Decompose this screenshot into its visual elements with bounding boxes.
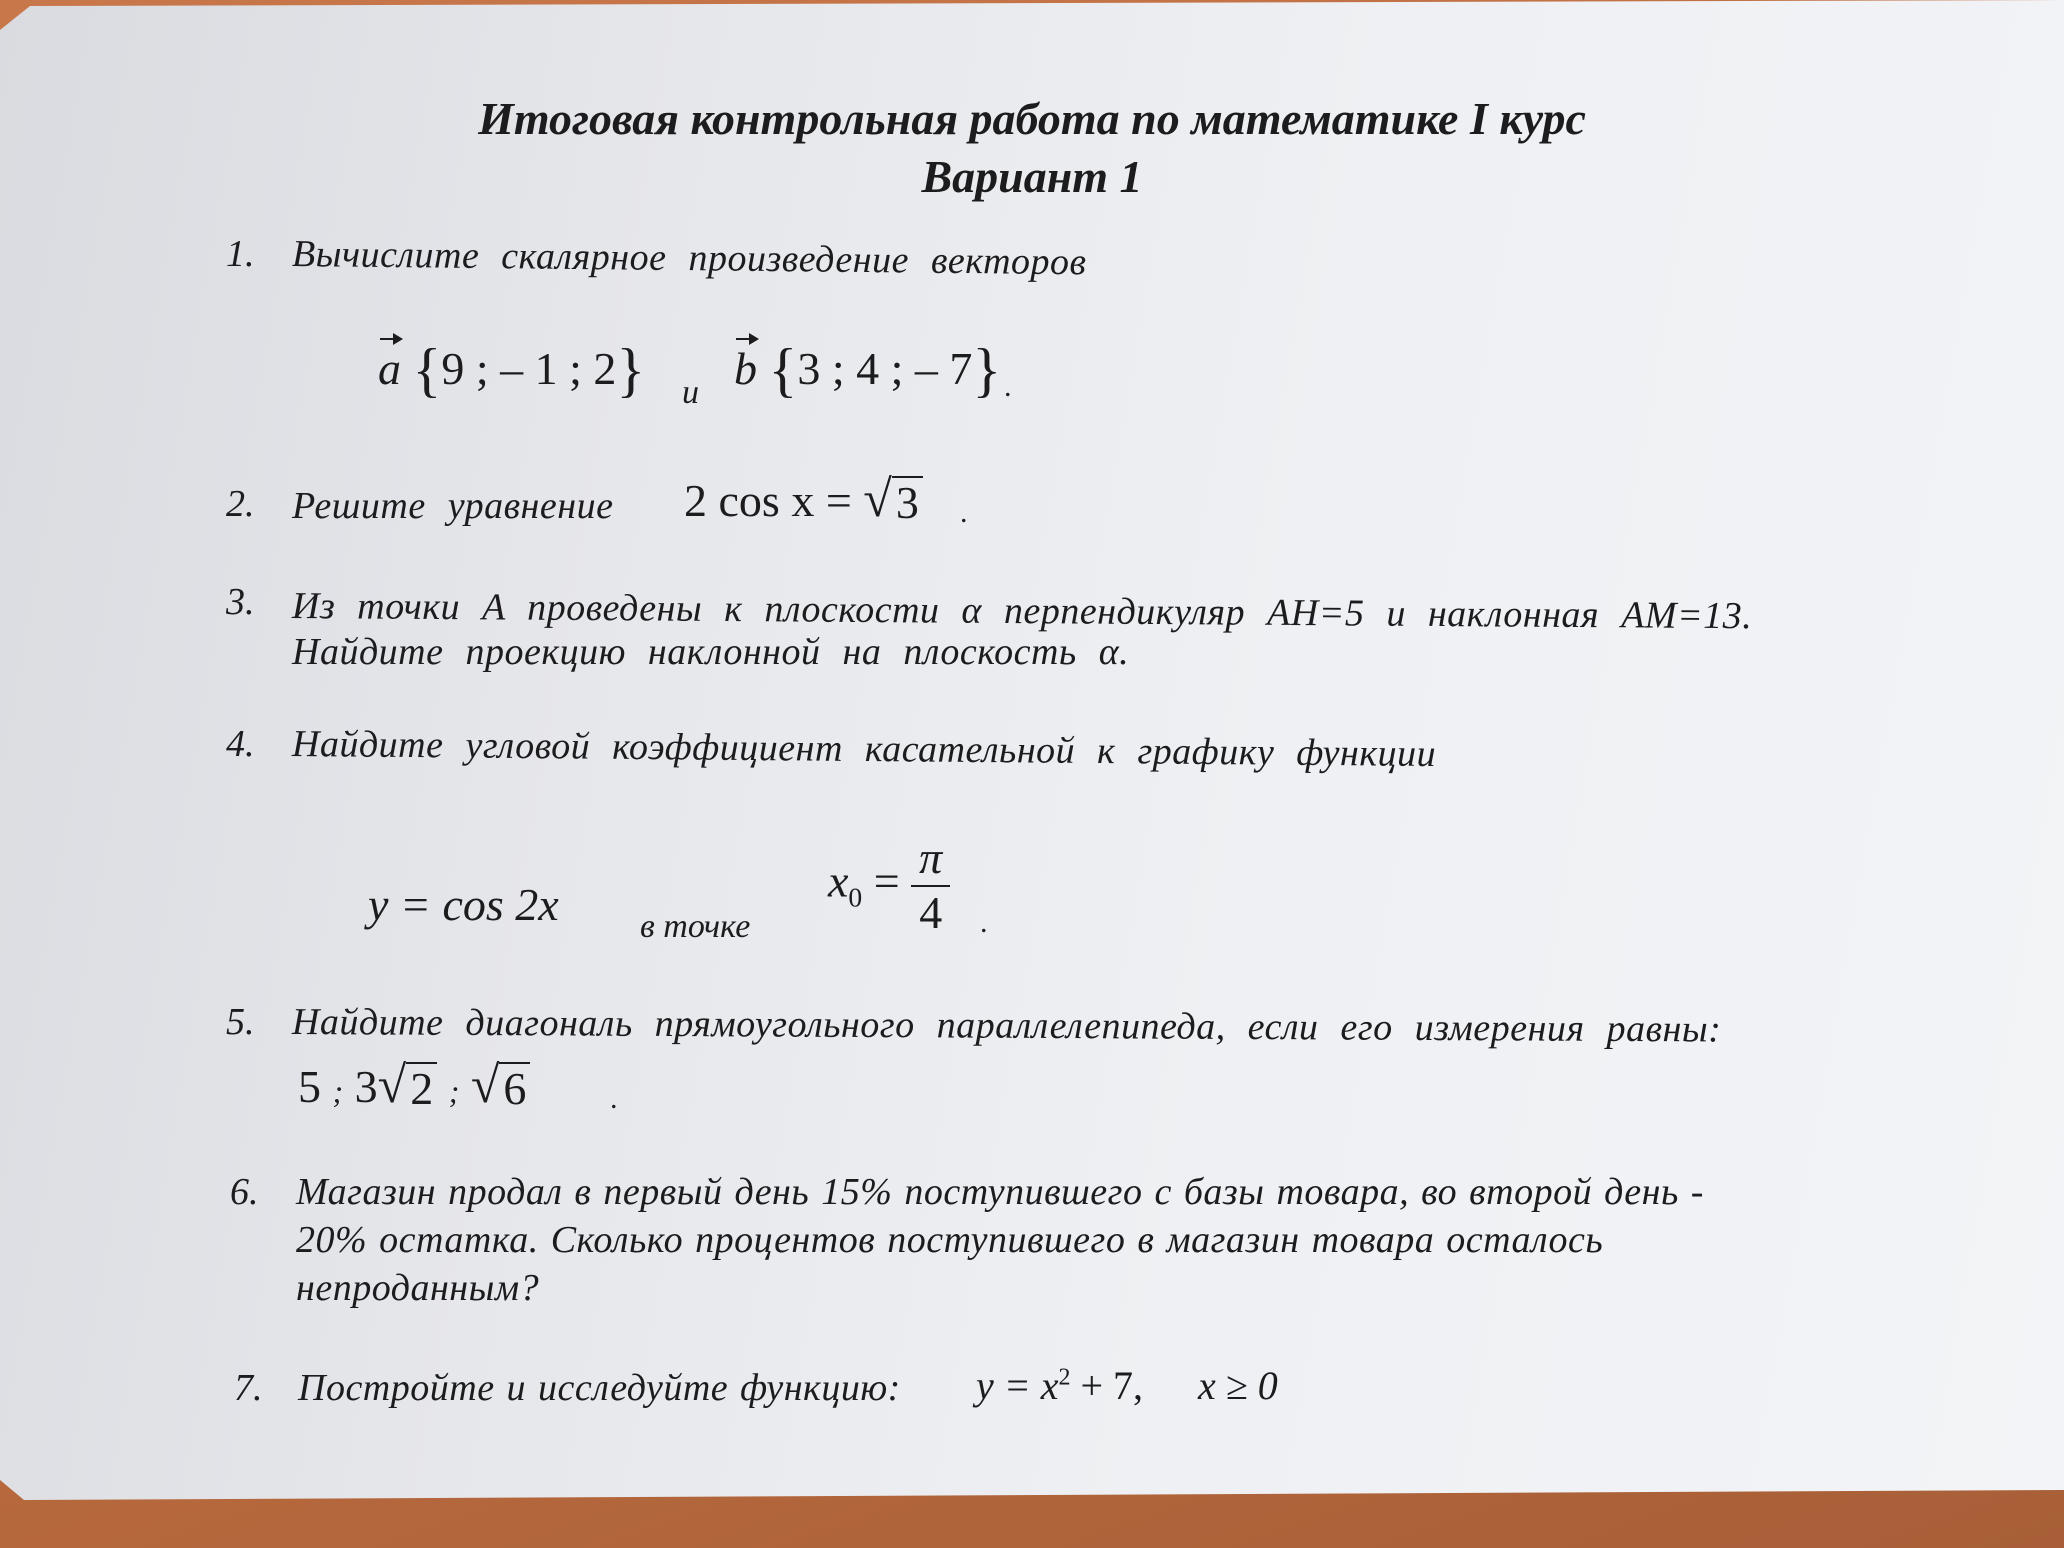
task-4-number: 4. (226, 723, 255, 765)
task-2-number: 2. (226, 483, 255, 525)
task-2-period: . (960, 496, 968, 529)
dimension-2: 3 √ 2 (355, 1061, 438, 1112)
vector-b-symbol: b (734, 343, 757, 394)
task-4-at-point: в точке (640, 908, 751, 945)
task-3-number: 3. (226, 581, 255, 623)
page-title: Итоговая контрольная работа по математике I курс (478, 93, 1586, 144)
task-6-number: 6. (230, 1171, 259, 1213)
task-1-period: . (1004, 370, 1012, 403)
task-7-function: $y = x^2 + 7$, (976, 1363, 1144, 1408)
task-1-text: Вычислите скалярное произведение векторов (291, 233, 1087, 284)
task-1-vector-a: a {9 ; – 1 ; 2} (378, 337, 646, 403)
equation-left: 2 cos x = (684, 475, 852, 526)
dimension-1: 5 (298, 1061, 321, 1112)
task-7-condition: x ≥ 0 (1198, 1363, 1278, 1408)
task-4-x0: $x_0$ = $\frac{\pi}{4}$ (828, 832, 950, 940)
fraction-pi-over-4: $\frac{\pi}{4}$ (911, 832, 950, 940)
vector-b-coords: 3 ; 4 ; – 7 (797, 343, 973, 394)
vector-a-coords: 9 ; – 1 ; 2 (441, 343, 617, 394)
task-5-text: Найдите диагональ прямоугольного параллелепипеда, если его измерения равны: (291, 1001, 1722, 1051)
task-1-number: 1. (226, 233, 255, 275)
task-5-period: . (610, 1082, 618, 1115)
variant-title: Вариант 1 (921, 151, 1143, 202)
dimension-3: √ 6 (471, 1060, 531, 1112)
vector-a-symbol: a (378, 343, 401, 394)
task-4-period: . (980, 906, 988, 939)
task-2-text: Решите уравнение (292, 485, 614, 527)
task-7-text: Постройте и исследуйте функцию: (298, 1367, 901, 1409)
task-2-equation (684, 471, 923, 528)
task-6-line-2: 20% остатка. Сколько процентов поступившего в магазин товара осталось (296, 1219, 1604, 1261)
task-1-vector-b: b {3 ; 4 ; – 7} (734, 337, 1002, 403)
task-1-and: и (682, 374, 699, 411)
task-4-text: Найдите угловой коэффициент касательной к графику функции (291, 723, 1437, 775)
task-5-dimensions: 5 ; 3 √ 2 ; √ 6 (298, 1060, 530, 1113)
task-6-line-3: непроданным? (296, 1267, 540, 1309)
task-3-line-1: Из точки A проведены к плоскости α перпендикуляр AH=5 и наклонная AM=13. (291, 585, 1753, 638)
task-6-line-1: Магазин продал в первый день 15% поступившего с базы товара, во второй день - (296, 1171, 1704, 1213)
task-4-function: y = cos 2x (368, 879, 559, 930)
sqrt-3: √ 3 (863, 474, 923, 526)
task-5-number: 5. (226, 1001, 255, 1043)
task-3-line-2: Найдите проекцию наклонной на плоскость α. (292, 631, 1130, 673)
task-7-number: 7. (234, 1367, 263, 1409)
